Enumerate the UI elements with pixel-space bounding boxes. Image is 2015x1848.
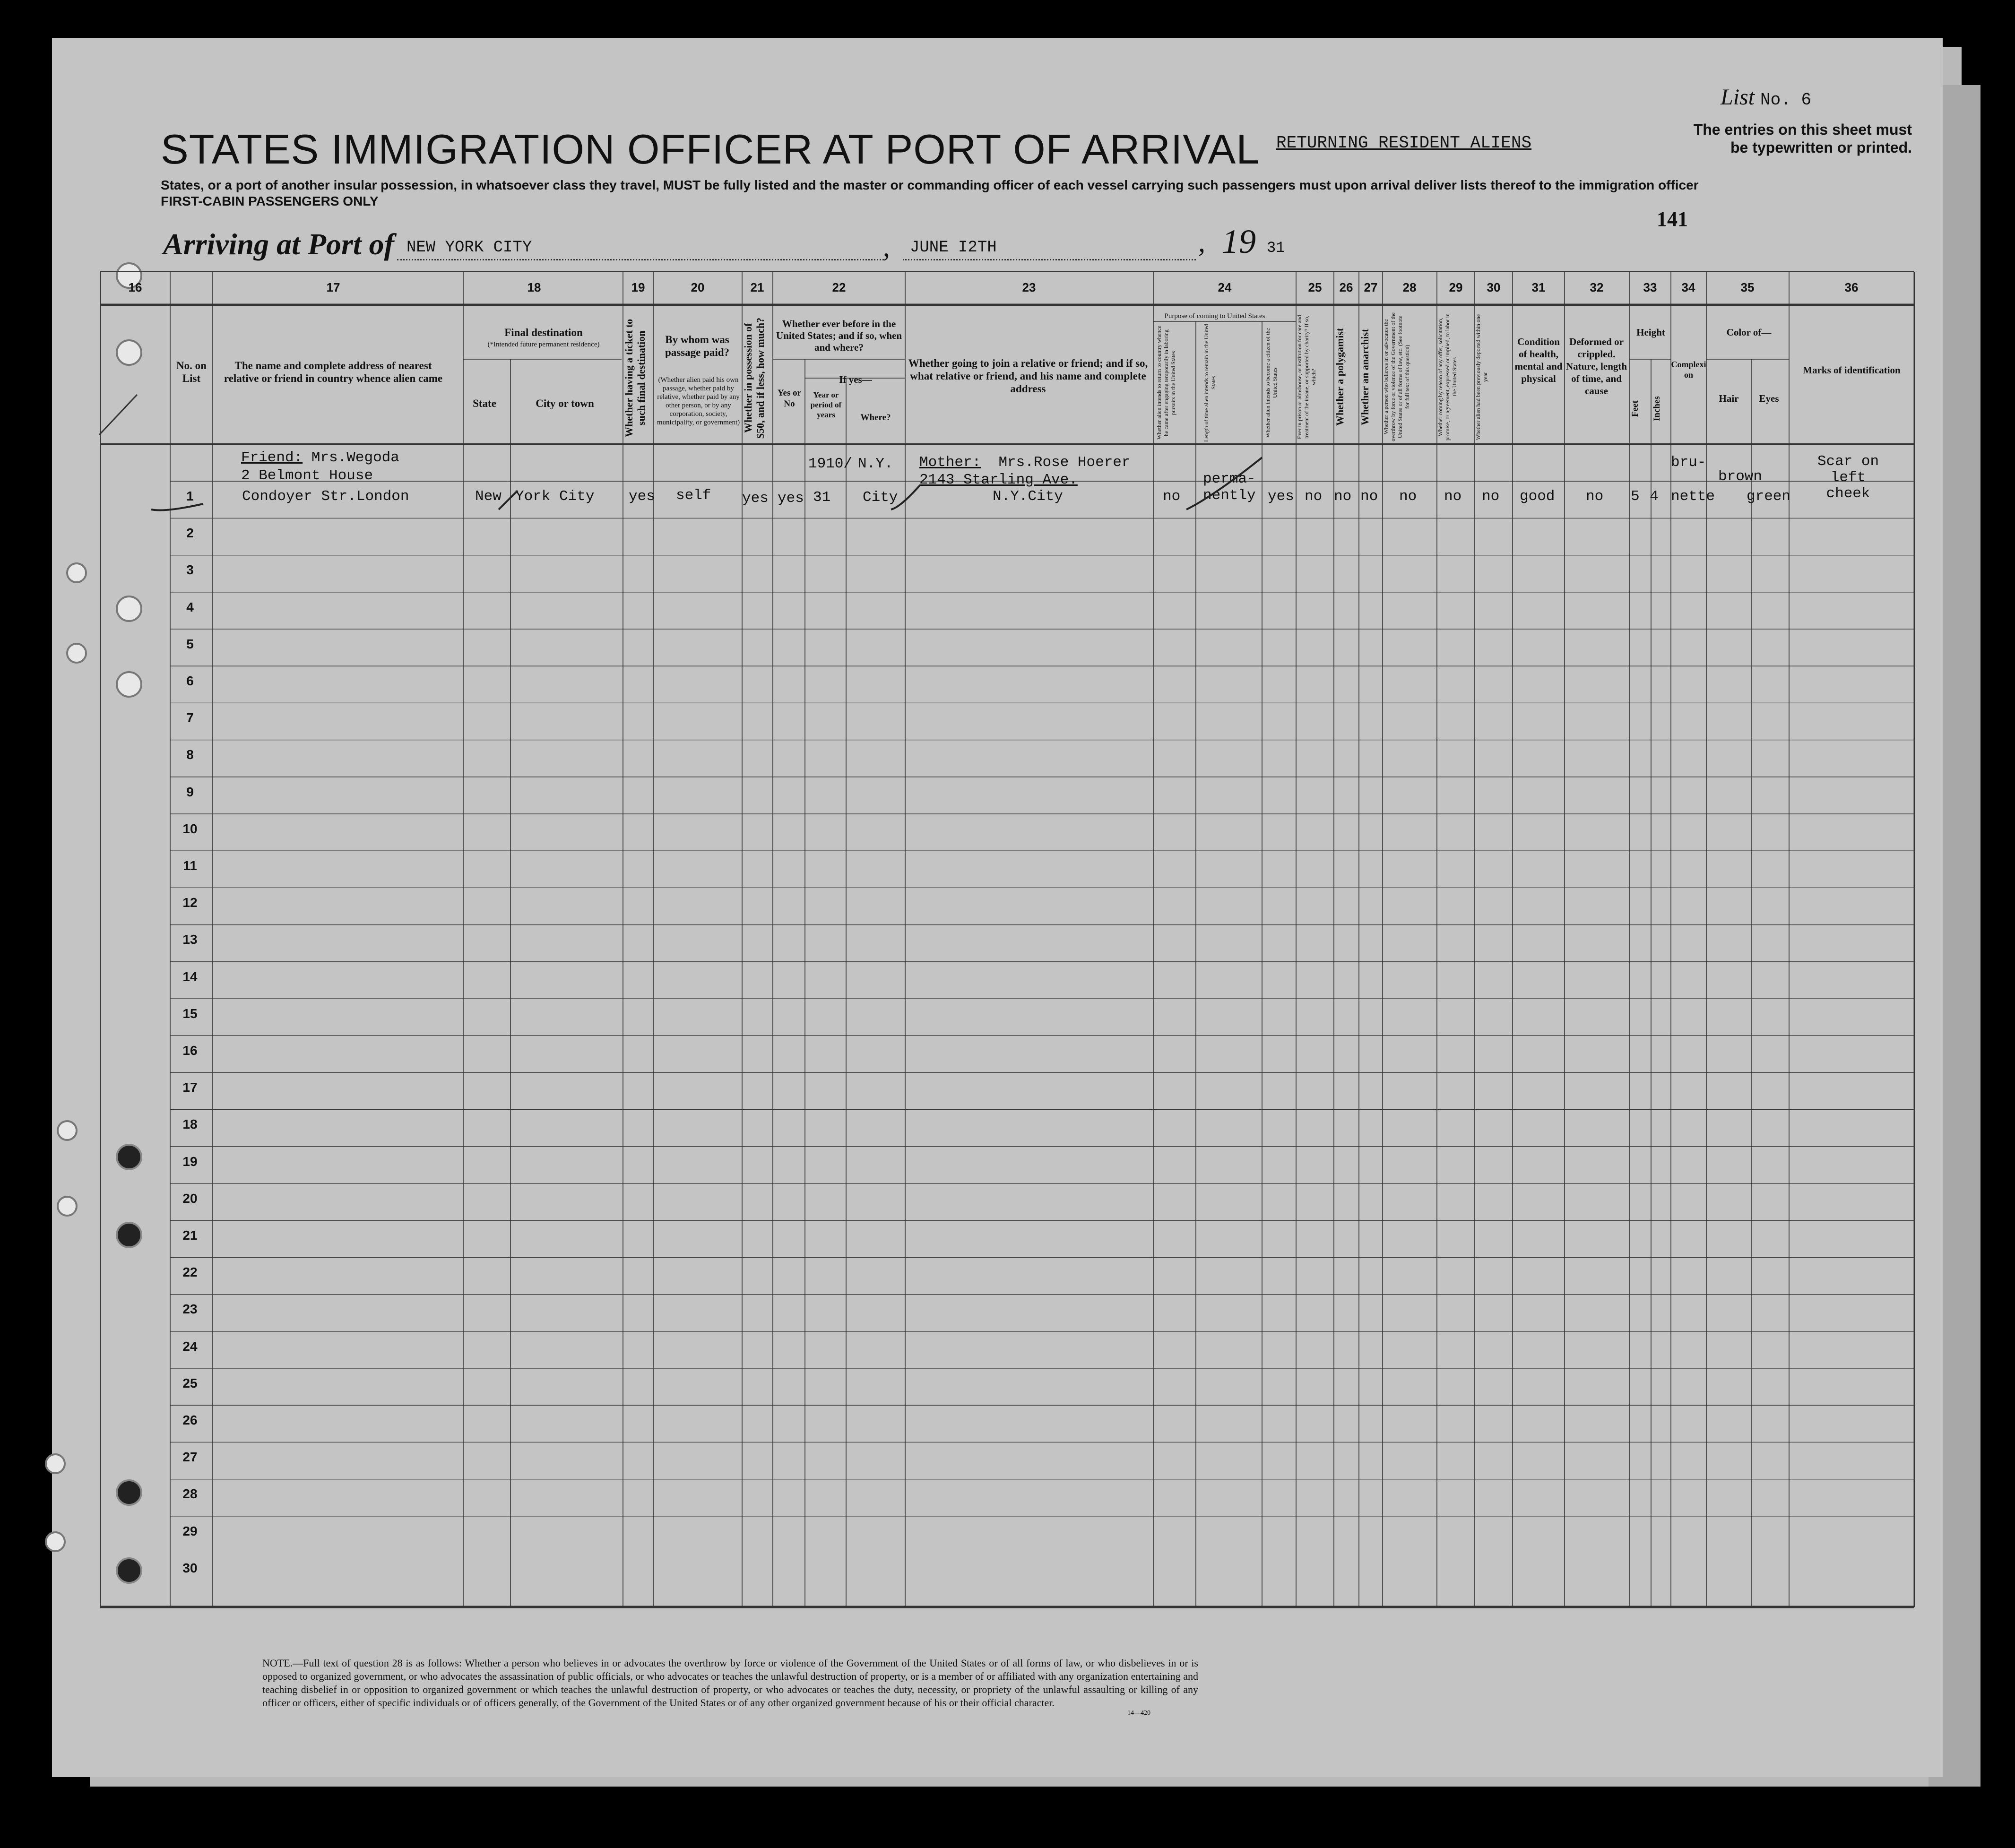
header-q28: Whether a person who believes in or advocates the overthrow by force or violence of the Government of the United States or of all forms of law, etc. (See footnote for full text of this question) (1383, 312, 1410, 441)
check-mark-icon (499, 491, 518, 509)
year-value: 31 (1267, 239, 1285, 257)
column-number-16: 16 (128, 280, 142, 294)
row-number: 19 (182, 1154, 198, 1169)
marks-line-2: left (1830, 469, 1866, 486)
anarchist-value: no (1360, 488, 1378, 505)
header-purpose: Purpose of coming to United States (1164, 312, 1265, 320)
header-yes-no: Yes or No (777, 388, 802, 409)
hair-value: brown (1718, 468, 1763, 485)
column-number-31: 31 (1531, 280, 1546, 294)
row-number: 28 (182, 1486, 198, 1502)
column-number-18: 18 (527, 280, 541, 294)
relative-label: Friend: (241, 449, 303, 466)
header-year-period: Year or period of years (810, 390, 842, 419)
before-years-count: 31 (813, 489, 831, 506)
header-health: Condition of health, mental and physical (1514, 336, 1563, 384)
row-number: 5 (186, 636, 194, 651)
marks-line-3: cheek (1826, 485, 1870, 502)
column-number-19: 19 (631, 280, 645, 294)
check-mark-icon (99, 395, 137, 435)
height-inches: 4 (1650, 488, 1659, 505)
column-number-32: 32 (1590, 280, 1604, 294)
header-final-destination: Final destination (504, 327, 583, 338)
header-height: Height (1636, 327, 1665, 338)
column-number-17: 17 (326, 280, 340, 294)
arrival-date: JUNE I2TH (910, 239, 997, 257)
row-number: 15 (182, 1006, 198, 1021)
row-number: 11 (183, 858, 197, 873)
header-going-to-join: Whether going to join a relative or friend; and if so, what relative or friend, and his name and complete address (908, 357, 1148, 395)
row-number: 9 (186, 784, 194, 799)
complexion-top: bru- (1671, 454, 1706, 471)
row-number: 13 (182, 932, 198, 947)
header-length-of-stay: Length of time alien intends to remain in the United States (1203, 324, 1217, 442)
row-number: 30 (182, 1560, 198, 1575)
relative-name: Mrs.Wegoda (311, 449, 399, 466)
check-mark-icon (151, 504, 203, 510)
length-top: perma- (1203, 471, 1256, 487)
height-feet: 5 (1631, 488, 1640, 505)
header-polygamist: Whether a polygamist (1334, 328, 1346, 426)
deformed-value: no (1586, 488, 1604, 505)
header-complexion: Complexion (1671, 360, 1706, 380)
header-q30: Whether alien had been previously deported within one year (1475, 314, 1488, 440)
header-become-citizen: Whether alien intends to become a citizen of the United States (1264, 328, 1278, 438)
column-number-28: 28 (1402, 280, 1417, 294)
returning-aliens-label: RETURNING RESIDENT ALIENS (1276, 133, 1532, 153)
join-line-3: N.Y.City (993, 488, 1063, 505)
complexion-bottom: nette (1671, 488, 1715, 505)
list-label: List (1721, 85, 1755, 110)
row-number: 2 (186, 526, 194, 541)
header-passage-note: (Whether alien paid his own passage, whether paid by relative, whether paid by any other person, or by any corporation, society, municipality, or government) (657, 376, 740, 426)
row-number: 16 (182, 1043, 198, 1058)
passage-value: self (676, 487, 711, 504)
header-nearest-relative: The name and complete address of nearest relative or friend in country whence alien came (224, 360, 443, 384)
header-prison: Ever in prison or almshouse, or institution for care and treatment of the insane, or supported by charity? If so, which? (1296, 315, 1317, 439)
column-number-33: 33 (1643, 280, 1657, 294)
row-number: 17 (182, 1080, 198, 1095)
header-hair: Hair (1719, 393, 1739, 404)
destination-city: York City (515, 488, 595, 505)
eyes-value: green (1747, 488, 1791, 505)
header-marks: Marks of identification (1803, 364, 1901, 376)
row-number: 1 (186, 489, 194, 503)
row-number: 3 (186, 562, 194, 578)
column-number-25: 25 (1308, 280, 1322, 294)
row-number: 25 (182, 1375, 198, 1390)
money-value: yes (742, 490, 769, 507)
comma-separator: , (883, 231, 890, 262)
length-bottom: nently (1203, 487, 1256, 504)
header-eyes: Eyes (1759, 393, 1779, 404)
column-number-29: 29 (1449, 280, 1463, 294)
citizen-value: yes (1268, 488, 1294, 505)
before-where-top: N.Y. (858, 456, 893, 472)
marks-line-1: Scar on (1817, 453, 1879, 470)
row-number: 18 (182, 1117, 198, 1132)
join-line-2: 2143 Starling Ave. (919, 472, 1078, 488)
row-number: 27 (182, 1450, 198, 1465)
column-number-27: 27 (1364, 280, 1378, 294)
row-number: 7 (186, 710, 194, 725)
column-number-21: 21 (750, 280, 764, 294)
row-number: 29 (182, 1523, 198, 1538)
header-fifty-dollars: Whether in possession of $50, and if less, how much? (742, 317, 766, 439)
check-mark-icon (1186, 458, 1262, 509)
comma-separator: , (1198, 226, 1205, 258)
header-color-of: Color of— (1726, 327, 1772, 338)
row-number: 14 (182, 969, 198, 984)
join-name: Mrs.Rose Hoerer (998, 454, 1131, 471)
header-inches: Inches (1652, 396, 1662, 422)
row-number: 8 (186, 747, 194, 762)
row-number: 26 (182, 1413, 198, 1427)
q29-value: no (1444, 488, 1462, 505)
header-ticket: Whether having a ticket to such final destination (623, 319, 647, 438)
row-number: 10 (182, 821, 198, 836)
row-number: 23 (182, 1302, 198, 1317)
list-number-value: No. 6 (1760, 90, 1812, 110)
row-number: 4 (186, 599, 194, 614)
row-number: 21 (182, 1228, 198, 1243)
first-cabin-label: FIRST-CABIN PASSENGERS ONLY (161, 194, 379, 208)
column-number-24: 24 (1218, 280, 1232, 294)
health-value: good (1520, 488, 1555, 505)
header-anarchist: Whether an anarchist (1359, 328, 1371, 425)
column-number-30: 30 (1487, 280, 1501, 294)
row-number: 12 (182, 895, 198, 910)
ticket-value: yes (629, 488, 655, 505)
arriving-label: Arriving at Port of (163, 227, 394, 261)
relative-line-3: Condoyer Str.London (242, 488, 409, 505)
column-number-35: 35 (1740, 280, 1755, 294)
header-where: Where? (860, 413, 891, 423)
subtitle-text: States, or a port of another insular possession, in whatsoever class they travel, MUST be fully listed and the master or commanding officer of each vessel carrying such passengers must upon arrival deliver lists thereof to the immigration officer (161, 178, 1699, 192)
before-year-range: 1910/ (808, 456, 853, 472)
polygamist-value: no (1334, 488, 1352, 505)
destination-state: New (475, 488, 502, 505)
header-q29: Whether coming by reason of any offer, solicitation, promise, or agreement, expressed or implied, to labor in the United States (1437, 313, 1458, 440)
header-deformed: Deformed or crippled. Nature, length of time, and cause (1565, 336, 1627, 397)
header-intends-return: Whether alien intends to return to country whence he came after engaging temporarily in laboring pursuits in the United States (1156, 326, 1176, 440)
q30-value: no (1482, 488, 1500, 505)
year-prefix: 19 (1222, 223, 1256, 260)
return-value: no (1163, 488, 1181, 505)
header-final-destination-note: (*Intended future permanent residence) (487, 341, 600, 348)
q28-value: no (1399, 488, 1417, 505)
form-number: 14—420 (1127, 1710, 1150, 1717)
header-state: State (473, 397, 496, 409)
column-number-26: 26 (1339, 280, 1353, 294)
row-number: 24 (182, 1339, 198, 1354)
column-number-34: 34 (1681, 280, 1695, 294)
header-city-or-town: City or town (536, 397, 594, 409)
before-where-bottom: City (863, 489, 898, 506)
header-if-yes: If yes— (839, 374, 872, 385)
relative-line-2: 2 Belmont House (241, 467, 373, 484)
row-number: 6 (186, 674, 194, 688)
column-number-22: 22 (832, 280, 846, 294)
prison-value: no (1305, 488, 1323, 505)
join-label: Mother: (919, 454, 981, 471)
check-mark-icon (891, 486, 919, 509)
header-ever-before: Whether ever before in the United States; and if so, when and where? (776, 318, 902, 353)
header-passage-paid: By whom was passage paid? (665, 334, 730, 358)
row-number: 20 (182, 1191, 198, 1206)
header-feet: Feet (1630, 400, 1640, 417)
column-number-23: 23 (1022, 280, 1036, 294)
page-title: STATES IMMIGRATION OFFICER AT PORT OF ARRIVAL (161, 126, 1260, 173)
column-number-36: 36 (1844, 280, 1859, 294)
row-number: 22 (182, 1265, 198, 1280)
before-value: yes (778, 490, 804, 507)
entries-instruction: The entries on this sheet must be typewritten or printed. (1693, 121, 1912, 156)
port-value: NEW YORK CITY (406, 239, 532, 257)
column-number-20: 20 (691, 280, 705, 294)
footnote-question-28: NOTE.—Full text of question 28 is as follows: Whether a person who believes in or advocates the overthrow by force or violence of the Government of the United States or of all forms of law, or who disbelieves in or is opposed to organized government, or who advocates the assassination of public officials, or who advocates or teaches the unlawful destruction of property, or is a member of or affiliated with any organization entertaining and teaching disbelief in or opposition to organized government or which teaches the unlawful destruction of property, or who advocates or teaches the duty, necessity, or propriety of the unlawful assaulting or killing of any officer or officers, either of specific individuals or of officers generally, of the Government of the United States or of any other organized government because of his or their official character. (262, 1657, 1198, 1709)
header-no-on-list: No. on List (176, 360, 207, 384)
page-stamp-number: 141 (1657, 207, 1688, 231)
